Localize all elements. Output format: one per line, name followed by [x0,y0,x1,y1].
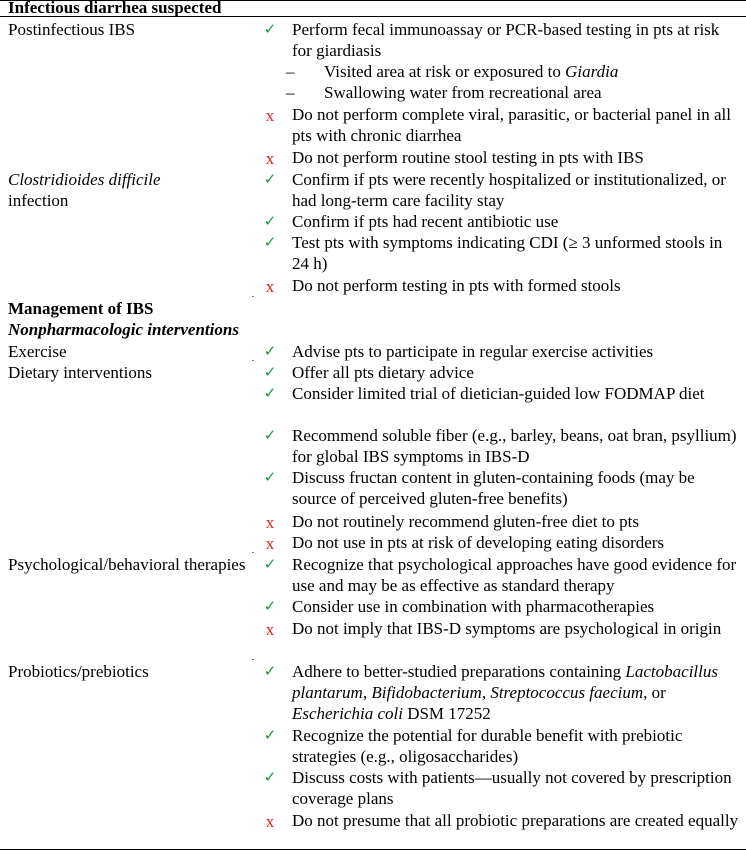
check-icon: ✓ [263,363,277,381]
x-icon: x [265,277,275,296]
x-icon: x [265,149,275,168]
check-icon: ✓ [263,212,277,230]
sub-bullet-text: Swallowing water from recreational area [324,83,602,102]
rec-text: Do not perform complete viral, parasitic, or bacterial panel in all pts with chronic diarrhea [292,105,731,145]
x-icon: x [265,812,275,831]
rec-text: Do not perform routine stool testing in pts with IBS [292,148,644,167]
check-icon: ✓ [263,768,277,786]
x-icon: x [265,534,275,553]
separator-dot [252,296,254,297]
rec-text: Confirm if pts had recent antibiotic use [292,212,559,231]
rec-text: Do not perform testing in pts with formed stools [292,276,621,295]
section-heading-management: Management of IBS [8,299,154,318]
topic-psychological-behavioral: Psychological/behavioral therapies [8,555,246,574]
check-icon: ✓ [263,662,277,680]
dash-mark: – [286,62,295,81]
rec-text: Adhere to better-studied preparations containing Lactobacillus plantarum, Bifidobacterium, Streptococcus faecium, or Escherichia coli DSM 17252 [292,662,718,723]
rec-text: Discuss fructan content in gluten-containing foods (may be source of perceived gluten-free benefits) [292,468,695,508]
check-icon: ✓ [263,233,277,251]
check-icon: ✓ [263,726,277,744]
x-icon: x [265,620,275,639]
check-icon: ✓ [263,20,277,38]
topic-probiotics-prebiotics: Probiotics/prebiotics [8,662,149,681]
topic-cdiff-infection: Clostridioides difficile infection [8,170,161,210]
x-icon: x [265,106,275,125]
rec-text: Offer all pts dietary advice [292,363,474,382]
rec-text: Recognize that psychological approaches have good evidence for use and may be as effective as standard therapy [292,555,737,595]
rec-text: Do not use in pts at risk of developing eating disorders [292,533,665,552]
check-icon: ✓ [263,342,277,360]
separator-dot [252,360,254,361]
rec-text: Confirm if pts were recently hospitalized or institutionalized, or had long-term care facility stay [292,170,726,210]
rec-text: Discuss costs with patients—usually not covered by prescription coverage plans [292,768,732,808]
table-bottom-rule [0,849,746,850]
topic-postinfectious-ibs: Postinfectious IBS [8,20,136,39]
sub-bullet-text: Visited area at risk or exposured to Giardia [324,62,619,81]
rec-text: Test pts with symptoms indicating CDI (≥ 3 unformed stools in 24 h) [292,233,723,273]
check-icon: ✓ [263,170,277,188]
check-icon: ✓ [263,555,277,573]
x-icon: x [265,513,275,532]
check-icon: ✓ [263,384,277,402]
rec-text: Do not routinely recommend gluten-free diet to pts [292,512,639,531]
check-icon: ✓ [263,426,277,444]
check-icon: ✓ [263,597,277,615]
rec-text: Advise pts to participate in regular exercise activities [292,342,654,361]
topic-exercise: Exercise [8,342,67,361]
rec-text: Recognize the potential for durable benefit with prebiotic strategies (e.g., oligosaccharides) [292,726,683,766]
section-heading-rule [0,16,746,17]
subheading-nonpharmacologic: Nonpharmacologic interventions [8,320,239,339]
rec-text: Consider limited trial of dietician-guided low FODMAP diet [292,384,705,403]
separator-dot [252,659,254,660]
rec-text: Consider use in combination with pharmacotherapies [292,597,655,616]
rec-text: Perform fecal immunoassay or PCR-based testing in pts at risk for giardiasis [292,20,720,60]
section-heading-infectious: Infectious diarrhea suspected [8,0,222,17]
rec-text: Do not presume that all probiotic preparations are created equally [292,811,739,830]
check-icon: ✓ [263,468,277,486]
topic-dietary-interventions: Dietary interventions [8,363,152,382]
rec-text: Do not imply that IBS-D symptoms are psychological in origin [292,619,722,638]
rec-text: Recommend soluble fiber (e.g., barley, beans, oat bran, psyllium) for global IBS symptoms in IBS-D [292,426,737,466]
dash-mark: – [286,83,295,102]
separator-dot [252,552,254,553]
